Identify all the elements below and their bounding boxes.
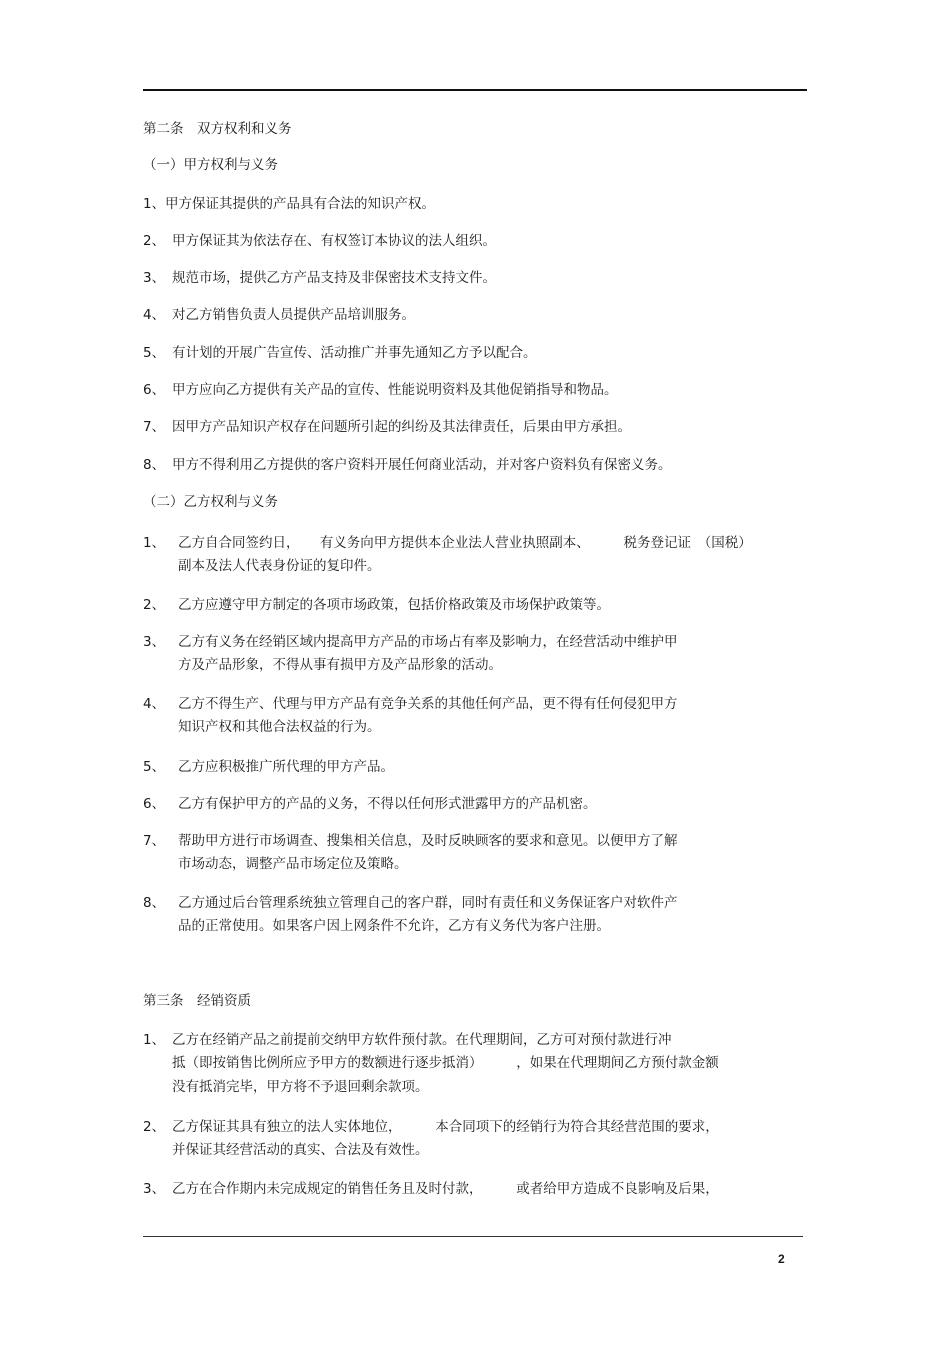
list-item-line: 乙方不得生产、代理与甲方产品有竞争关系的其他任何产品，更不得有任何侵犯甲方 (178, 696, 678, 712)
list-item: 对乙方销售负责人员提供产品培训服务。 (172, 307, 415, 323)
section-a-heading: （一）甲方权利与义务 (143, 157, 278, 173)
list-item-number: 7、 (143, 833, 166, 849)
list-item-number: 3、 (143, 634, 166, 650)
header-rule (143, 89, 807, 91)
list-item-number: 2、 (143, 597, 166, 613)
list-item-number: 4、 (143, 307, 166, 323)
list-item-line: 抵（即按销售比例所应予甲方的数额进行逐步抵消） ，如果在代理期间乙方预付款金额 (172, 1055, 719, 1071)
list-item-number: 6、 (143, 382, 166, 398)
list-item-number: 1、 (143, 535, 166, 551)
page-number: 2 (778, 1252, 785, 1266)
list-item-line: 副本及法人代表身份证的复印件。 (178, 558, 381, 574)
footer-rule (143, 1236, 803, 1237)
list-item-line: 知识产权和其他合法权益的行为。 (178, 719, 381, 735)
list-item: 甲方应向乙方提供有关产品的宣传、性能说明资料及其他促销指导和物品。 (172, 382, 618, 398)
list-item: 甲方保证其提供的产品具有合法的知识产权。 (165, 196, 435, 212)
list-item-line: 市场动态，调整产品市场定位及策略。 (178, 856, 408, 872)
list-item: 因甲方产品知识产权存在问题所引起的纠纷及其法律责任，后果由甲方承担。 (172, 419, 631, 435)
list-item-line: 乙方自合同签约日， 有义务向甲方提供本企业法人营业执照副本、 税务登记证 （国税） (178, 535, 752, 551)
list-item-line: 乙方在经销产品之前提前交纳甲方软件预付款。在代理期间，乙方可对预付款进行冲 (172, 1032, 672, 1048)
list-item-line: 乙方应遵守甲方制定的各项市场政策，包括价格政策及市场保护政策等。 (178, 597, 610, 613)
list-item-line: 品的正常使用。如果客户因上网条件不允许，乙方有义务代为客户注册。 (178, 918, 610, 934)
list-item-number: 5、 (143, 759, 166, 775)
list-item-number: 8、 (143, 895, 166, 911)
list-item: 有计划的开展广告宣传、活动推广并事先通知乙方予以配合。 (172, 345, 537, 361)
list-item-number: 2、 (143, 233, 166, 249)
list-item-line: 乙方保证其具有独立的法人实体地位， 本合同项下的经销行为符合其经营范围的要求， (172, 1119, 719, 1135)
list-item-line: 乙方在合作期内未完成规定的销售任务且及时付款， 或者给甲方造成不良影响及后果， (172, 1181, 719, 1197)
list-item: 规范市场，提供乙方产品支持及非保密技术支持文件。 (172, 270, 496, 286)
list-item-number: 7、 (143, 419, 166, 435)
list-item-number: 6、 (143, 796, 166, 812)
list-item-line: 帮助甲方进行市场调查、搜集相关信息，及时反映顾客的要求和意见。以便甲方了解 (178, 833, 678, 849)
list-item-line: 乙方通过后台管理系统独立管理自己的客户群，同时有责任和义务保证客户对软件产 (178, 895, 678, 911)
list-item-line: 方及产品形象，不得从事有损甲方及产品形象的活动。 (178, 657, 502, 673)
list-item-number: 2、 (143, 1119, 166, 1135)
list-item-line: 并保证其经营活动的真实、合法及有效性。 (172, 1142, 429, 1158)
list-item-number: 3、 (143, 270, 166, 286)
list-item-line: 乙方有保护甲方的产品的义务，不得以任何形式泄露甲方的产品机密。 (178, 796, 597, 812)
list-item-number: 8、 (143, 457, 166, 473)
list-item-number: 1、 (143, 1032, 166, 1048)
list-item-number: 3、 (143, 1181, 166, 1197)
list-item-number: 5、 (143, 345, 166, 361)
list-item-number: 1、 (143, 196, 166, 212)
list-item: 甲方保证其为依法存在、有权签订本协议的法人组织。 (172, 233, 496, 249)
section-b-heading: （二）乙方权利与义务 (143, 494, 278, 510)
article-3-heading: 第三条 经销资质 (143, 993, 251, 1009)
list-item-number: 4、 (143, 696, 166, 712)
list-item: 甲方不得利用乙方提供的客户资料开展任何商业活动，并对客户资料负有保密义务。 (172, 457, 672, 473)
list-item-line: 乙方有义务在经销区域内提高甲方产品的市场占有率及影响力，在经营活动中维护甲 (178, 634, 678, 650)
list-item-line: 没有抵消完毕，甲方将不予退回剩余款项。 (172, 1079, 429, 1095)
list-item-line: 乙方应积极推广所代理的甲方产品。 (178, 759, 394, 775)
article-2-heading: 第二条 双方权利和义务 (143, 121, 292, 137)
